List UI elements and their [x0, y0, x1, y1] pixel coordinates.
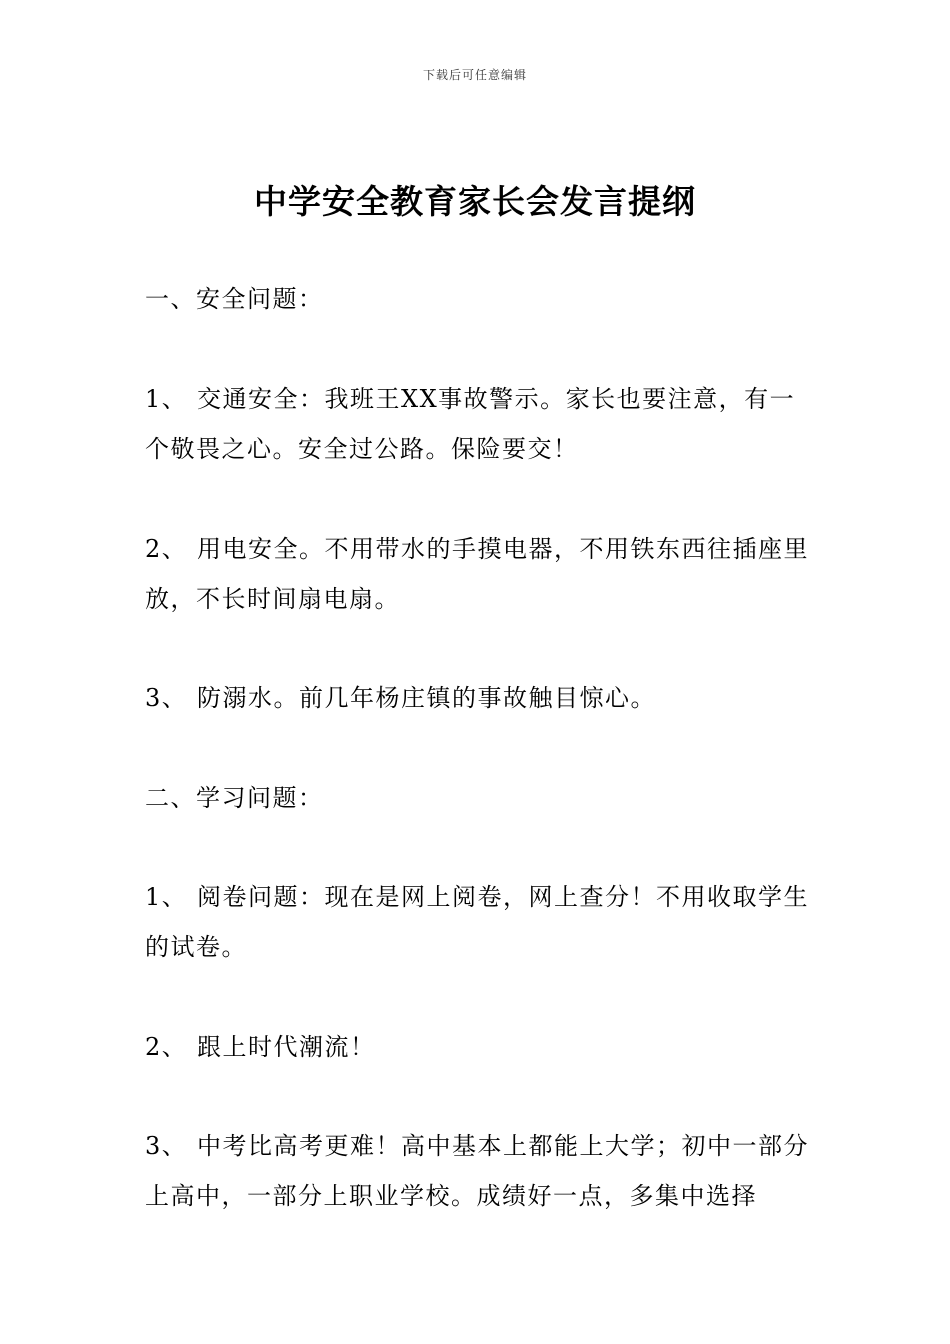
item-text: 用电安全。不用带水的手摸电器，不用铁东西往插座里放，不长时间扇电扇。: [145, 535, 809, 613]
item-text: 中考比高考更难！高中基本上都能上大学；初中一部分上高中，一部分上职业学校。成绩好一点，多集中选择: [145, 1132, 809, 1210]
section-heading-study: 二、学习问题：: [145, 784, 324, 812]
item-text: 阅卷问题：现在是网上阅卷，网上查分！不用收取学生的试卷。: [145, 883, 809, 961]
item-text: 跟上时代潮流！: [197, 1033, 376, 1061]
list-item: [145, 673, 810, 723]
list-item: [145, 1022, 810, 1072]
item-text: 防溺水。前几年杨庄镇的事故触目惊心。: [197, 684, 656, 712]
item-number: 2、: [145, 1033, 188, 1061]
list-item: [145, 374, 810, 474]
list-item: [145, 1121, 810, 1221]
list-item: [145, 524, 810, 624]
item-number: 3、: [145, 1132, 188, 1160]
document-title: 中学安全教育家长会发言提纲: [254, 182, 696, 221]
item-number: 2、: [145, 535, 188, 563]
item-number: 1、: [145, 883, 188, 911]
item-number: 3、: [145, 684, 188, 712]
header-note: 下载后可任意编辑: [422, 68, 527, 82]
item-text: 交通安全：我班王XX事故警示。家长也要注意，有一个敬畏之心。安全过公路。保险要交！: [145, 385, 796, 463]
item-number: 1、: [145, 385, 188, 413]
section-heading-safety: 一、安全问题：: [145, 285, 324, 313]
list-item: [145, 872, 810, 972]
